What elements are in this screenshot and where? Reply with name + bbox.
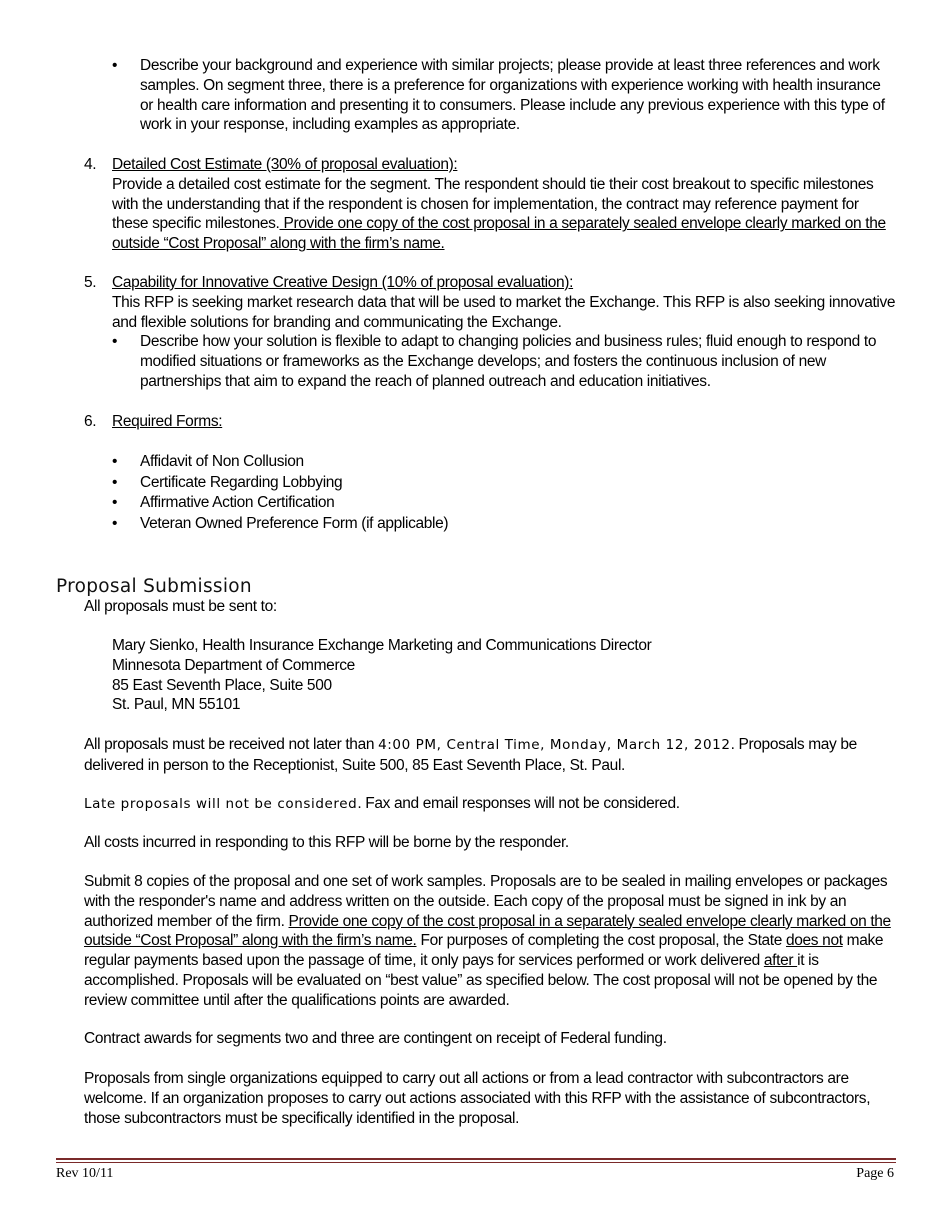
revision-label: Rev 10/11 [56,1166,114,1181]
item-5-number: 5. [84,274,97,291]
item-4-body: Provide a detailed cost estimate for the segment. The respondent should tie their cost breakout to specific milestones with the understanding that if the respondent is chosen for implementation, the contract may reference payment for these specific milestones. Provide one copy of the cost proposal in a separately sealed envelope clearly marked on the outside “Cost Proposal” along with the firm’s name. [112,175,886,253]
list-item: • Certificate Regarding Lobbying [112,473,343,491]
background-bullet [112,56,897,135]
mailing-address: Mary Sienko, Health Insurance Exchange Marketing and Communications Director Minnesota Department of Commerce 85 East Seventh Place, Suite 500 St. Paul, MN 55101 [112,637,652,714]
list-item: • Veteran Owned Preference Form (if applicable) [112,515,449,533]
item-5-bullet [112,332,897,391]
required-forms-list [112,452,897,535]
bullet-dot: • [112,333,118,351]
item-5-body: This RFP is seeking market research data that will be used to market the Exchange. This RFP is also seeking innovative and flexible solutions for branding and communicating the Exchange. [112,293,896,331]
item-5 [112,273,897,392]
deadline-time: 4:00 PM, Central Time, Monday, March 12, 2012 [378,737,731,753]
item-4-number: 4. [84,156,97,173]
list-item: • Affidavit of Non Collusion [112,453,304,470]
submission-intro: All proposals must be sent to: [84,598,277,615]
item-5-heading: Capability for Innovative Creative Design (10% of proposal evaluation): [112,274,574,291]
item-4-underlined-note: Provide one copy of the cost proposal in a separately sealed envelope clearly marked on the outside “Cost Proposal” along with the firm’s name. [112,215,886,253]
deadline-paragraph: All proposals must be received not later than 4:00 PM, Central Time, Monday, March 12, 2012. Proposals may be delivered in person to the Receptionist, Suite 500, 85 East Seventh Place, St. Paul. [84,736,857,774]
item-4-heading: Detailed Cost Estimate (30% of proposal evaluation): [112,156,458,173]
single-organizations-paragraph: Proposals from single organizations equipped to carry out all actions or from a lead contractor with subcontractors are welcome. If an organization proposes to carry out actions associated with this RFP with the assistance of subcontractors, those subcontractors must be specifically identified in the proposal. [84,1070,871,1127]
background-bullet-text: Describe your background and experience with similar projects; please provide at least three references and work samples. On segment three, there is a preference for organizations with experience working with health insurance or health care information and presenting it to consumers. Please include any previous experience with this type of work in your response, including examples as appropriate. [140,57,885,134]
submit-copies-paragraph: Submit 8 copies of the proposal and one set of work samples. Proposals are to be sealed in mailing envelopes or packages with the responder's name and address written on the outside. Each copy of the proposal must be signed in ink by an authorized member of the firm. Provide one copy of the cost proposal in a separately sealed envelope clearly marked on the outside “Cost Proposal” along with the firm’s name. For purposes of completing the cost proposal, the State does not make regular payments based upon the passage of time, it only pays for services performed or work delivered after it is accomplished. Proposals will be evaluated on “best value” as specified below. The cost proposal will not be opened by the review committee until after the qualifications points are awarded. [84,873,891,1009]
item-5-bullet-text: Describe how your solution is flexible to adapt to changing policies and business rules; fluid enough to respond to modified situations or frameworks as the Exchange develops; and fosters the continuous inclusion of new partnerships that aim to expand the reach of planned outreach and education initiatives. [140,333,877,390]
item-4 [112,155,897,254]
list-item: • Affirmative Action Certification [112,494,335,512]
bullet-dot: • [112,57,118,74]
late-proposals-paragraph: Late proposals will not be considered. Fax and email responses will not be considered. [84,795,680,812]
costs-paragraph: All costs incurred in responding to this RFP will be borne by the responder. [84,834,569,851]
item-6-number: 6. [84,413,97,430]
item-6-heading: Required Forms: [112,413,223,430]
contingent-paragraph: Contract awards for segments two and three are contingent on receipt of Federal funding. [84,1030,667,1047]
item-6 [112,412,897,432]
page-number: Page 6 [856,1166,894,1181]
late-proposals-note: Late proposals will not be considered [84,796,358,812]
section-heading: Proposal Submission [56,576,252,597]
footer-rule-thin [56,1162,896,1163]
footer-rule [56,1158,896,1160]
